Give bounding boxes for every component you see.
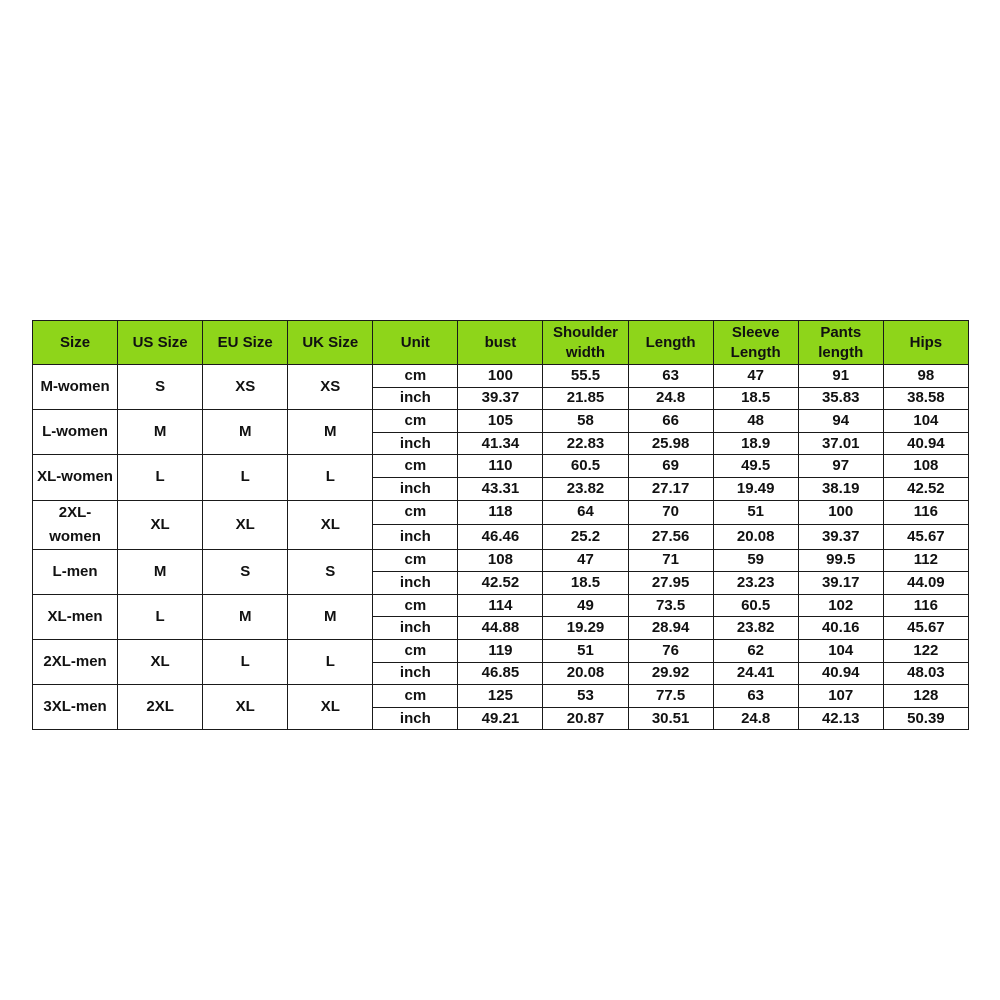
table-row-cm [33,365,969,388]
pants-length-value-cell: 99.5 [798,549,883,572]
table-row-cm [33,594,969,617]
length-value-cell: 28.94 [628,617,713,640]
us-size-cell: M [118,410,203,455]
hips-value-cell: 116 [883,594,968,617]
length-value-cell: 27.17 [628,477,713,500]
shoulder-width-value-cell: 19.29 [543,617,628,640]
size-cell: 3XL-men [33,685,118,730]
table-row-cm [33,549,969,572]
unit-cell: inch [373,617,458,640]
shoulder-width-value-cell: 64 [543,500,628,525]
sleeve-length-value-cell: 60.5 [713,594,798,617]
unit-cell: cm [373,455,458,478]
length-value-cell: 69 [628,455,713,478]
pants-length-value-cell: 42.13 [798,707,883,730]
sleeve-length-value-cell: 24.41 [713,662,798,685]
pants-length-value-cell: 107 [798,685,883,708]
us-size-cell: L [118,594,203,639]
table-row-cm [33,639,969,662]
us-size-cell: XL [118,639,203,684]
pants-length-value-cell: 100 [798,500,883,525]
shoulder-width-value-cell: 21.85 [543,387,628,410]
bust-value-cell: 105 [458,410,543,433]
header-bust: bust [458,321,543,365]
length-value-cell: 63 [628,365,713,388]
pants-length-value-cell: 37.01 [798,432,883,455]
unit-cell: inch [373,477,458,500]
length-value-cell: 76 [628,639,713,662]
unit-cell: cm [373,549,458,572]
size-cell: XL-women [33,455,118,500]
header-eu-size: EU Size [203,321,288,365]
table-header [33,321,969,365]
hips-value-cell: 122 [883,639,968,662]
length-value-cell: 30.51 [628,707,713,730]
bust-value-cell: 46.85 [458,662,543,685]
sleeve-length-value-cell: 51 [713,500,798,525]
length-value-cell: 71 [628,549,713,572]
size-chart-table [32,320,969,730]
header-unit: Unit [373,321,458,365]
uk-size-cell: XS [288,365,373,410]
unit-cell: cm [373,685,458,708]
sleeve-length-value-cell: 59 [713,549,798,572]
us-size-cell: L [118,455,203,500]
header-hips: Hips [883,321,968,365]
header-size: Size [33,321,118,365]
size-cell: 2XL-men [33,639,118,684]
header-sleeve-length: Sleeve Length [713,321,798,365]
bust-value-cell: 41.34 [458,432,543,455]
length-value-cell: 25.98 [628,432,713,455]
header-pants-length: Pants length [798,321,883,365]
size-cell: L-men [33,549,118,594]
shoulder-width-value-cell: 20.87 [543,707,628,730]
shoulder-width-value-cell: 18.5 [543,572,628,595]
length-value-cell: 73.5 [628,594,713,617]
sleeve-length-value-cell: 18.9 [713,432,798,455]
bust-value-cell: 49.21 [458,707,543,730]
uk-size-cell: S [288,549,373,594]
unit-cell: inch [373,387,458,410]
sleeve-length-value-cell: 48 [713,410,798,433]
uk-size-cell: M [288,410,373,455]
length-value-cell: 27.95 [628,572,713,595]
hips-value-cell: 38.58 [883,387,968,410]
pants-length-value-cell: 39.17 [798,572,883,595]
hips-value-cell: 50.39 [883,707,968,730]
pants-length-value-cell: 94 [798,410,883,433]
pants-length-value-cell: 39.37 [798,525,883,550]
hips-value-cell: 108 [883,455,968,478]
hips-value-cell: 45.67 [883,617,968,640]
uk-size-cell: L [288,639,373,684]
eu-size-cell: L [203,639,288,684]
shoulder-width-value-cell: 51 [543,639,628,662]
bust-value-cell: 44.88 [458,617,543,640]
uk-size-cell: L [288,455,373,500]
pants-length-value-cell: 40.16 [798,617,883,640]
eu-size-cell: M [203,594,288,639]
sleeve-length-value-cell: 18.5 [713,387,798,410]
sleeve-length-value-cell: 49.5 [713,455,798,478]
hips-value-cell: 42.52 [883,477,968,500]
bust-value-cell: 110 [458,455,543,478]
eu-size-cell: L [203,455,288,500]
eu-size-cell: M [203,410,288,455]
length-value-cell: 70 [628,500,713,525]
sleeve-length-value-cell: 47 [713,365,798,388]
table-row-cm [33,500,969,525]
hips-value-cell: 128 [883,685,968,708]
hips-value-cell: 40.94 [883,432,968,455]
header-shoulder-width: Shoulder width [543,321,628,365]
unit-cell: cm [373,410,458,433]
length-value-cell: 27.56 [628,525,713,550]
shoulder-width-value-cell: 55.5 [543,365,628,388]
eu-size-cell: S [203,549,288,594]
bust-value-cell: 108 [458,549,543,572]
bust-value-cell: 43.31 [458,477,543,500]
bust-value-cell: 114 [458,594,543,617]
us-size-cell: M [118,549,203,594]
length-value-cell: 66 [628,410,713,433]
bust-value-cell: 39.37 [458,387,543,410]
length-value-cell: 29.92 [628,662,713,685]
hips-value-cell: 116 [883,500,968,525]
size-cell: L-women [33,410,118,455]
header-row [33,321,969,365]
uk-size-cell: M [288,594,373,639]
hips-value-cell: 45.67 [883,525,968,550]
unit-cell: inch [373,662,458,685]
unit-cell: cm [373,639,458,662]
hips-value-cell: 112 [883,549,968,572]
sleeve-length-value-cell: 23.82 [713,617,798,640]
sleeve-length-value-cell: 23.23 [713,572,798,595]
unit-cell: cm [373,365,458,388]
table-row-cm [33,410,969,433]
size-cell: 2XL-women [33,500,118,549]
size-cell: XL-men [33,594,118,639]
shoulder-width-value-cell: 25.2 [543,525,628,550]
unit-cell: cm [373,500,458,525]
shoulder-width-value-cell: 60.5 [543,455,628,478]
header-length: Length [628,321,713,365]
bust-value-cell: 125 [458,685,543,708]
us-size-cell: XL [118,500,203,549]
hips-value-cell: 104 [883,410,968,433]
shoulder-width-value-cell: 49 [543,594,628,617]
shoulder-width-value-cell: 23.82 [543,477,628,500]
header-uk-size: UK Size [288,321,373,365]
pants-length-value-cell: 91 [798,365,883,388]
sleeve-length-value-cell: 63 [713,685,798,708]
sleeve-length-value-cell: 20.08 [713,525,798,550]
eu-size-cell: XL [203,500,288,549]
length-value-cell: 77.5 [628,685,713,708]
unit-cell: inch [373,525,458,550]
sleeve-length-value-cell: 62 [713,639,798,662]
unit-cell: inch [373,707,458,730]
unit-cell: inch [373,432,458,455]
eu-size-cell: XS [203,365,288,410]
us-size-cell: 2XL [118,685,203,730]
us-size-cell: S [118,365,203,410]
bust-value-cell: 42.52 [458,572,543,595]
size-cell: M-women [33,365,118,410]
header-us-size: US Size [118,321,203,365]
shoulder-width-value-cell: 58 [543,410,628,433]
shoulder-width-value-cell: 20.08 [543,662,628,685]
sleeve-length-value-cell: 19.49 [713,477,798,500]
table-row-cm [33,455,969,478]
unit-cell: inch [373,572,458,595]
shoulder-width-value-cell: 22.83 [543,432,628,455]
bust-value-cell: 118 [458,500,543,525]
table-body [33,365,969,730]
pants-length-value-cell: 104 [798,639,883,662]
pants-length-value-cell: 38.19 [798,477,883,500]
sleeve-length-value-cell: 24.8 [713,707,798,730]
pants-length-value-cell: 40.94 [798,662,883,685]
hips-value-cell: 98 [883,365,968,388]
unit-cell: cm [373,594,458,617]
shoulder-width-value-cell: 47 [543,549,628,572]
pants-length-value-cell: 35.83 [798,387,883,410]
length-value-cell: 24.8 [628,387,713,410]
pants-length-value-cell: 97 [798,455,883,478]
table-row-cm [33,685,969,708]
uk-size-cell: XL [288,685,373,730]
hips-value-cell: 48.03 [883,662,968,685]
bust-value-cell: 100 [458,365,543,388]
pants-length-value-cell: 102 [798,594,883,617]
bust-value-cell: 119 [458,639,543,662]
uk-size-cell: XL [288,500,373,549]
shoulder-width-value-cell: 53 [543,685,628,708]
hips-value-cell: 44.09 [883,572,968,595]
eu-size-cell: XL [203,685,288,730]
bust-value-cell: 46.46 [458,525,543,550]
